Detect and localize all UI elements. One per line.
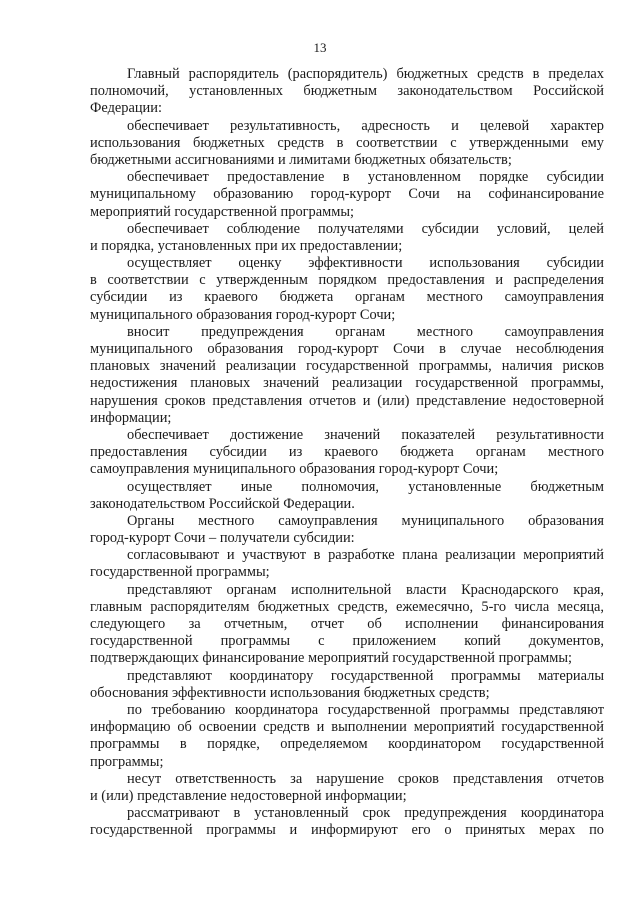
text-line: следующего за отчетным, отчет об исполнении финансирования	[90, 616, 604, 632]
text-line: осуществляет оценку эффективности использования субсидии	[127, 255, 604, 272]
text-line: вносит предупреждения органам местного самоуправления	[127, 323, 604, 340]
text-line: обеспечивает достижение значений показателей результативности	[127, 426, 604, 443]
text-line: государственной программы;	[90, 564, 270, 581]
text-line: город-курорт Сочи – получатели субсидии:	[90, 530, 355, 547]
text-line: муниципальному образованию город-курорт Сочи на софинансирование	[90, 186, 604, 203]
text-line: Органы местного самоуправления муниципального образования	[127, 512, 604, 529]
text-line: представляют органам исполнительной власти Краснодарского края,	[127, 581, 604, 598]
text-line: нарушения сроков представления отчетов и (или) представление недостоверной	[90, 392, 604, 409]
text-line: согласовывают и участвуют в разработке плана реализации мероприятий	[127, 547, 604, 564]
page-number: 13	[313, 40, 327, 55]
text-line: муниципального образования город-курорт Сочи;	[90, 306, 396, 323]
text-line: государственной программы и информируют его о принятых мерах по	[90, 822, 604, 839]
text-line: обоснования эффективности использования бюджетных средств;	[90, 684, 490, 701]
text-line: законодательством Российской Федерации.	[90, 495, 355, 512]
text-line: государственной программы с приложением копий документов,	[90, 633, 604, 650]
text-line: главным распорядителям бюджетных средств, ежемесячно, 5-го числа месяца,	[90, 598, 604, 615]
text-line: несут ответственность за нарушение сроков представления отчетов	[127, 770, 604, 787]
text-line: и порядка, установленных при их предоставлении;	[90, 237, 403, 254]
text-line: Главный распорядитель (распорядитель) бюджетных средств в пределах	[127, 66, 604, 82]
text-line: информацию об освоении средств и выполнении мероприятий государственной	[90, 719, 604, 736]
text-line: Федерации:	[90, 100, 162, 117]
text-line: субсидии из краевого бюджета органам местного самоуправления	[90, 289, 604, 306]
text-line: по требованию координатора государственной программы представляют	[127, 701, 604, 718]
text-line: осуществляет иные полномочия, установленные бюджетным	[127, 478, 604, 495]
text-line: мероприятий государственной программы;	[90, 203, 355, 220]
text-line: плановых значений реализации государственной программы, наличия рисков	[90, 358, 604, 375]
text-line: рассматривают в установленный срок предупреждения координатора	[127, 805, 604, 822]
text-line: полномочий, установленных бюджетным законодательством Российской	[90, 83, 604, 100]
text-line: программы;	[90, 753, 164, 770]
text-line: предоставления субсидии из краевого бюджета органам местного	[90, 444, 604, 461]
text-line: представляют координатору государственной программы материалы	[127, 667, 604, 684]
text-line: обеспечивает предоставление в установленном порядке субсидии	[127, 169, 604, 186]
text-line: бюджетными ассигнованиями и лимитами бюджетных обязательств;	[90, 151, 512, 168]
document-body	[90, 66, 604, 839]
text-line: использования бюджетных средств в соответствии с утвержденными ему	[90, 134, 604, 151]
text-line: и (или) представление недостоверной информации;	[90, 787, 407, 804]
text-line: обеспечивает результативность, адресность и целевой характер	[127, 117, 604, 134]
text-line: подтверждающих финансирование мероприятий государственной программы;	[90, 650, 573, 667]
text-line: информации;	[90, 409, 172, 426]
text-line: в соответствии с утвержденным порядком предоставления и распределения	[90, 272, 604, 289]
text-line: самоуправления муниципального образования город-курорт Сочи;	[90, 461, 499, 478]
text-line: обеспечивает соблюдение получателями субсидии условий, целей	[127, 220, 604, 237]
text-line: программы в порядке, определяемом координатором государственной	[90, 736, 604, 753]
text-line: недостижения плановых значений реализации государственной программы,	[90, 375, 604, 392]
text-line: муниципального образования город-курорт Сочи в случае несоблюдения	[90, 341, 604, 357]
